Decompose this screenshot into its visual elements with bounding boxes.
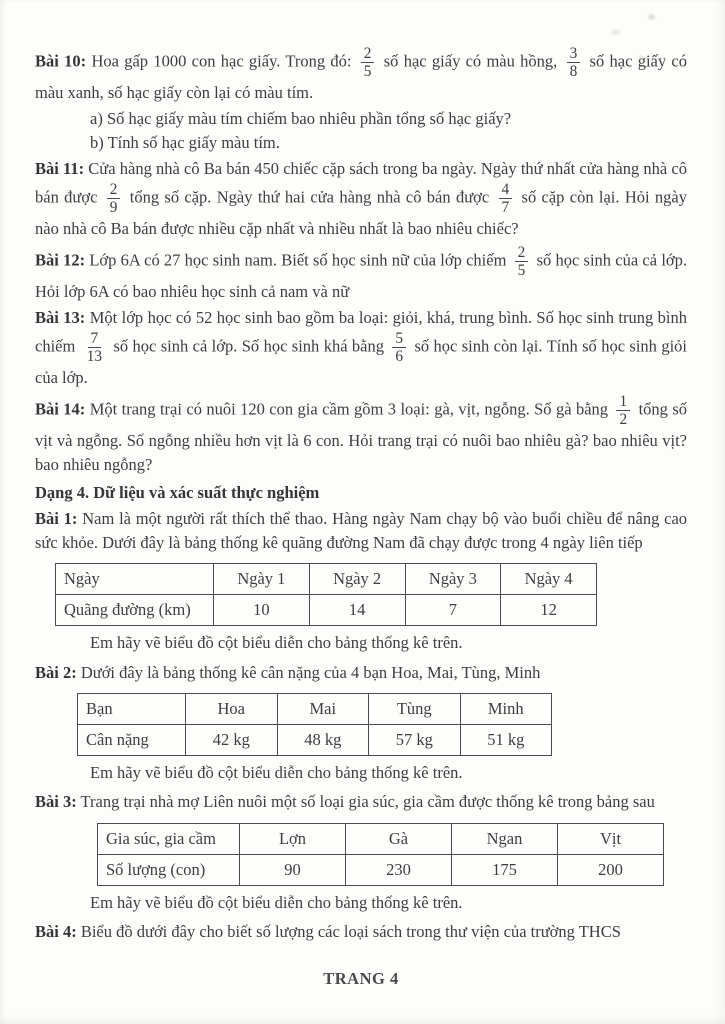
fraction: $\frac{2}{5}$ [515, 244, 529, 279]
table-cell: Ngan [452, 823, 558, 854]
fraction: $\frac{3}{8}$ [567, 45, 581, 80]
table-cell: Bạn [78, 694, 186, 725]
scan-artifact [611, 30, 620, 35]
table-cell: Số lượng (con) [98, 854, 240, 885]
table-cell: Mai [277, 694, 369, 725]
table-cell: Lợn [240, 823, 346, 854]
table-cell: Hoa [186, 694, 278, 725]
problem-bai-13: Bài 13: Một lớp học có 52 học sinh bao gồm ba loại: giỏi, khá, trung bình. Số học sinh trung bình chiếm $\frac{7}{13}$ số học sinh cả lớp. Số học sinh khá bằng $\frac{5}{6}$ số học sinh còn lại. Tính số học sinh giỏi của lớp. [35, 307, 687, 388]
table-cell: 42 kg [186, 725, 278, 756]
problem-label: Bài 3: [35, 792, 77, 812]
fraction: $\frac{4}{7}$ [499, 181, 513, 216]
problem-bai-10-part-a: a) Số hạc giấy màu tím chiếm bao nhiêu phần tổng số hạc giấy? [90, 108, 512, 128]
table-cell: Tùng [369, 694, 461, 725]
table-cell: Ngày 3 [405, 564, 501, 595]
problem-bai-10: Bài 10: Hoa gấp 1000 con hạc giấy. Trong đó: $\frac{2}{5}$ số hạc giấy có màu hồng, $\frac{3}{8}$ số hạc giấy có màu xanh, số hạc giấy còn lại có màu tím. [35, 45, 687, 103]
table-row [78, 694, 552, 725]
caption-bai-1: Em hãy vẽ biểu đồ cột biểu diễn cho bảng thống kê trên. [90, 633, 463, 653]
table-cell: Quãng đường (km) [56, 595, 214, 626]
problem-bai-4: Bài 4: Biểu đồ dưới đây cho biết số lượng các loại sách trong thư viện của trường THCS [35, 922, 621, 942]
problem-label: Bài 13: [35, 307, 86, 327]
table-cell: Ngày 4 [501, 564, 597, 595]
table-cell: 200 [558, 854, 664, 885]
table-cell: Cân nặng [78, 725, 186, 756]
fraction: $\frac{2}{9}$ [107, 181, 121, 216]
table-row [56, 595, 597, 626]
table-quang-duong [55, 563, 597, 626]
table-can-nang [77, 693, 552, 756]
scan-artifact [638, 55, 644, 61]
table-row [98, 854, 664, 885]
problem-bai-10-part-b: b) Tính số hạc giấy màu tím. [90, 133, 280, 153]
table-cell: Gia súc, gia cầm [98, 823, 240, 854]
table-cell: Gà [346, 823, 452, 854]
scan-artifact [648, 14, 655, 20]
problem-bai-12: Bài 12: Lớp 6A có 27 học sinh nam. Biết số học sinh nữ của lớp chiếm $\frac{2}{5}$ số học sinh của cả lớp. Hỏi lớp 6A có bao nhiêu học sinh cả nam và nữ [35, 243, 687, 302]
table-cell: 57 kg [369, 725, 461, 756]
table-cell: 90 [240, 854, 346, 885]
table-row [56, 564, 597, 595]
problem-label: Bài 12: [35, 250, 86, 270]
problem-bai-2: Bài 2: Dưới đây là bảng thống kê cân nặng của 4 bạn Hoa, Mai, Tùng, Minh [35, 662, 541, 682]
heading-dang-4: Dạng 4. Dữ liệu và xác suất thực nghiệm [35, 482, 320, 502]
problem-label: Bài 2: [35, 662, 77, 682]
problem-label: Bài 14: [35, 399, 86, 419]
fraction: $\frac{7}{13}$ [86, 329, 103, 366]
problem-bai-3: Bài 3: Trang trại nhà mợ Liên nuôi một số loại gia súc, gia cầm được thống kê trong bảng sau [35, 792, 655, 812]
table-cell: 12 [501, 595, 597, 626]
problem-bai-14: Bài 14: Một trang trại có nuôi 120 con gia cầm gồm 3 loại: gà, vịt, ngỗng. Số gà bằng $\frac{1}{2}$ tổng số vịt và ngỗng. Số ngỗng nhiều hơn vịt là 6 con. Hỏi trang trại có nuôi bao nhiêu gà? bao nhiêu vịt? bao nhiêu ngỗng? [35, 392, 687, 474]
problem-bai-11: Bài 11: Cửa hàng nhà cô Ba bán 450 chiếc cặp sách trong ba ngày. Ngày thứ nhất cửa hàng nhà cô bán được $\frac{2}{9}$ tổng số cặp. Ngày thứ hai cửa hàng nhà cô bán được $\frac{4}{7}$ số cặp còn lại. Hỏi ngày nào nhà cô Ba bán được nhiều cặp nhất và nhiều nhất là bao nhiêu chiếc? [35, 158, 687, 239]
table-cell: Vịt [558, 823, 664, 854]
problem-bai-1: Bài 1: Nam là một người rất thích thể thao. Hàng ngày Nam chạy bộ vào buổi chiều để nâng cao sức khỏe. Dưới đây là bảng thống kê quãng đường Nam đã chạy được trong 4 ngày liên tiếp [35, 509, 688, 552]
table-cell: Ngày 1 [214, 564, 310, 595]
problem-label: Bài 1: [35, 509, 78, 529]
table-cell: 175 [452, 854, 558, 885]
table-cell: 48 kg [277, 725, 369, 756]
table-cell: Minh [460, 694, 552, 725]
caption-bai-2: Em hãy vẽ biểu đồ cột biểu diễn cho bảng thống kê trên. [90, 763, 463, 783]
problem-label: Bài 10: [35, 51, 87, 71]
table-cell: 7 [405, 595, 501, 626]
doc-content [35, 42, 687, 946]
table-cell: Ngày [56, 564, 214, 595]
problem-label: Bài 4: [35, 922, 77, 942]
page-footer: TRANG 4 [323, 968, 399, 988]
fraction: $\frac{1}{2}$ [616, 393, 630, 428]
table-cell: Ngày 2 [309, 564, 405, 595]
table-cell: 51 kg [460, 725, 552, 756]
table-cell: 14 [309, 595, 405, 626]
table-gia-suc [97, 823, 664, 886]
table-row [78, 725, 552, 756]
caption-bai-3: Em hãy vẽ biểu đồ cột biểu diễn cho bảng thống kê trên. [90, 892, 463, 912]
table-row [98, 823, 664, 854]
fraction: $\frac{2}{5}$ [361, 45, 375, 80]
table-cell: 230 [346, 854, 452, 885]
problem-label: Bài 11: [35, 158, 85, 178]
fraction: $\frac{5}{6}$ [392, 330, 406, 365]
table-cell: 10 [214, 595, 310, 626]
